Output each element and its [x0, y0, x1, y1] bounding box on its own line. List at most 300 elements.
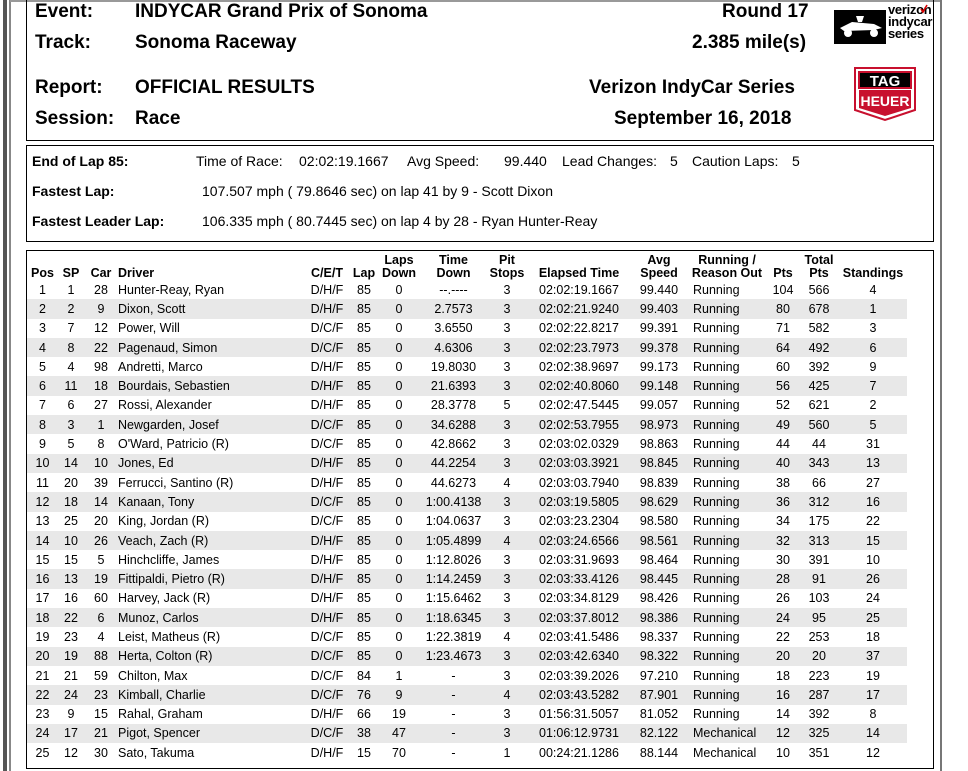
cell-sp: 12: [64, 745, 78, 760]
cell-lap: 85: [357, 282, 371, 297]
table-row: [27, 724, 907, 743]
cell-time-down: 1:14.2459: [420, 569, 487, 588]
cell-avg-speed: 97.210: [639, 668, 679, 683]
cell-time-down: 1:18.6345: [420, 608, 487, 627]
cell-time-down: 1:22.3819: [425, 629, 482, 644]
cell-elapsed: 02:02:38.9697: [539, 359, 619, 374]
cell-pos: 23: [35, 707, 50, 722]
cell-pit-stops: 3: [487, 299, 527, 318]
cell-pit-stops: 3: [503, 591, 511, 606]
cell-status: Running: [687, 299, 767, 318]
cell-status: Running: [693, 398, 740, 413]
cell-pts: 28: [767, 569, 799, 588]
table-row: [27, 492, 907, 511]
col-total-line2: Pts: [809, 266, 829, 280]
table-row: [27, 743, 907, 762]
cell-avg-speed: 88.144: [639, 745, 679, 760]
cell-cet: D/H/F: [310, 745, 344, 760]
cell-driver: Rahal, Graham: [118, 707, 203, 722]
time-of-race: 02:02:19.1667: [299, 153, 389, 169]
cell-pts: 34: [776, 514, 790, 529]
cell-cet: D/H/F: [304, 531, 350, 550]
cell-time-down: -: [420, 724, 487, 743]
cell-standings: 5: [839, 415, 907, 434]
cell-standings: 7: [839, 376, 907, 395]
cell-pit-stops: 3: [503, 514, 511, 529]
cell-total-pts: 351: [808, 745, 830, 760]
col-driver: Driver: [118, 266, 155, 280]
cell-driver: Chilton, Max: [118, 668, 188, 683]
tag-heuer-logo: [853, 66, 917, 122]
cell-car: 21: [84, 724, 118, 743]
cell-avg-speed: 98.322: [631, 647, 687, 666]
session-label: Session:: [35, 108, 115, 129]
cell-pos: 8: [27, 415, 58, 434]
cell-car: 4: [97, 629, 105, 644]
cell-standings: 8: [869, 707, 877, 722]
cell-driver: Kanaan, Tony: [118, 492, 304, 511]
cell-pit-stops: 3: [487, 492, 527, 511]
cell-elapsed: 02:02:22.8217: [539, 321, 619, 336]
cell-elapsed: 02:03:03.3921: [527, 454, 631, 473]
col-sp: SP: [62, 266, 80, 280]
table-row: [27, 627, 907, 646]
cell-elapsed: 00:24:21.1286: [539, 745, 619, 760]
cell-car: 8: [97, 437, 105, 452]
cell-standings: 13: [839, 454, 907, 473]
track-distance: 2.385 mile(s): [692, 32, 807, 53]
table-row: [27, 473, 907, 492]
cell-time-down: 2.7573: [420, 299, 487, 318]
cell-pos: 25: [35, 745, 50, 760]
col-time-down-line2: Down: [436, 266, 471, 280]
cell-lap: 85: [357, 591, 371, 606]
cell-sp: 15: [64, 552, 78, 567]
cell-car: 22: [84, 338, 118, 357]
cell-sp: 6: [67, 398, 75, 413]
cell-avg-speed: 82.122: [631, 724, 687, 743]
cell-pit-stops: 4: [503, 475, 511, 490]
cell-elapsed: 01:06:12.9731: [527, 724, 631, 743]
cell-total-pts: 621: [808, 398, 830, 413]
cell-laps-down: 9: [378, 685, 420, 704]
col-time-down-line1: Time: [439, 253, 468, 267]
cell-laps-down: 0: [378, 608, 420, 627]
cell-pts: 12: [767, 724, 799, 743]
cell-driver: Leist, Matheus (R): [118, 629, 221, 644]
cell-sp: 3: [58, 415, 84, 434]
cell-avg-speed: 98.426: [639, 591, 679, 606]
cell-lap: 85: [350, 299, 378, 318]
cell-standings: 6: [839, 338, 907, 357]
cell-pit-stops: 3: [503, 668, 511, 683]
cell-standings: 22: [866, 514, 880, 529]
cell-time-down: 1:23.4673: [420, 647, 487, 666]
cell-car: 6: [84, 608, 118, 627]
cell-pos: 1: [39, 282, 46, 297]
table-row: [27, 666, 907, 685]
cell-car: 15: [94, 707, 108, 722]
cell-elapsed: 02:03:41.5486: [539, 629, 619, 644]
col-laps-down-line2: Down: [381, 266, 417, 280]
cell-sp: 21: [64, 668, 78, 683]
cell-standings: 10: [866, 552, 880, 567]
cell-time-down: 34.6288: [420, 415, 487, 434]
cell-driver: Hinchcliffe, James: [118, 552, 220, 567]
table-row: [27, 299, 907, 318]
cell-pos: 7: [39, 398, 46, 413]
cell-pit-stops: 3: [487, 724, 527, 743]
cell-lap: 85: [357, 629, 371, 644]
cell-standings: 16: [839, 492, 907, 511]
cell-car: 12: [94, 321, 108, 336]
cell-pts: 71: [776, 321, 790, 336]
cell-car: 26: [84, 531, 118, 550]
cell-status: Running: [693, 282, 740, 297]
cell-pts: 38: [776, 475, 790, 490]
cell-laps-down: 19: [392, 707, 406, 722]
tag-heuer-shield-icon: [853, 66, 917, 122]
cell-laps-down: 0: [395, 359, 403, 374]
cell-avg-speed: 98.629: [631, 492, 687, 511]
cell-driver: Bourdais, Sebastien: [118, 376, 304, 395]
col-elapsed: Elapsed Time: [538, 266, 620, 280]
cell-avg-speed: 87.901: [631, 685, 687, 704]
col-cet: C/E/T: [311, 266, 343, 280]
cell-driver: King, Jordan (R): [118, 514, 210, 529]
cell-driver: Dixon, Scott: [118, 299, 304, 318]
verizon-check-icon: [920, 4, 928, 14]
cell-total-pts: 66: [812, 475, 826, 490]
cell-total-pts: 20: [799, 647, 839, 666]
cell-status: Running: [687, 376, 767, 395]
cell-lap: 38: [350, 724, 378, 743]
cell-cet: D/H/F: [304, 376, 350, 395]
lead-changes-label: Lead Changes:: [562, 153, 657, 169]
cell-status: Running: [693, 707, 740, 722]
cell-cet: D/H/F: [310, 359, 344, 374]
cell-pos: 14: [27, 531, 58, 550]
cell-car: 9: [84, 299, 118, 318]
cell-time-down: 1:15.6462: [425, 591, 482, 606]
cell-car: 23: [84, 685, 118, 704]
cell-status: Running: [687, 338, 767, 357]
cell-pit-stops: 3: [487, 569, 527, 588]
cell-total-pts: 343: [799, 454, 839, 473]
cell-cet: D/C/F: [310, 514, 344, 529]
cell-lap: 85: [350, 608, 378, 627]
cell-laps-down: 0: [395, 282, 403, 297]
cell-laps-down: 0: [395, 475, 403, 490]
cell-driver: Newgarden, Josef: [118, 415, 304, 434]
col-time-down: [420, 252, 487, 280]
cell-lap: 85: [357, 321, 371, 336]
table-row: [27, 319, 907, 338]
cell-sp: 2: [58, 299, 84, 318]
cell-lap: 85: [350, 454, 378, 473]
cell-status: Running: [693, 629, 740, 644]
cell-lap: 85: [350, 531, 378, 550]
col-pts: Pts: [773, 266, 793, 280]
cell-avg-speed: 98.561: [631, 531, 687, 550]
caution-laps: 5: [792, 153, 800, 169]
cell-pos: 9: [39, 437, 46, 452]
cell-cet: D/C/F: [304, 492, 350, 511]
page-border-right: [940, 0, 942, 771]
cell-pos: 5: [39, 359, 46, 374]
cell-avg-speed: 98.386: [631, 608, 687, 627]
table-row: [27, 415, 907, 434]
cell-car: 10: [84, 454, 118, 473]
cell-cet: D/H/F: [310, 591, 344, 606]
fastest-lap: 107.507 mph ( 79.8646 sec) on lap 41 by 9 - Scott Dixon: [202, 183, 553, 199]
cell-time-down: 44.6273: [430, 475, 477, 490]
cell-elapsed: 02:02:53.7955: [527, 415, 631, 434]
page-border-left-inner: [9, 0, 11, 771]
cell-cet: D/C/F: [304, 415, 350, 434]
cell-cet: D/H/F: [310, 282, 344, 297]
track-name: Sonoma Raceway: [135, 32, 297, 53]
cell-cet: D/H/F: [304, 454, 350, 473]
cell-pit-stops: 3: [503, 321, 511, 336]
cell-time-down: 1:12.8026: [425, 552, 482, 567]
cell-lap: 76: [350, 685, 378, 704]
cell-total-pts: 391: [808, 552, 830, 567]
cell-driver: Pigot, Spencer: [118, 724, 304, 743]
cell-cet: D/H/F: [310, 398, 344, 413]
cell-lap: 85: [350, 647, 378, 666]
cell-pos: 12: [27, 492, 58, 511]
table-row: [27, 376, 907, 395]
cell-total-pts: 560: [799, 415, 839, 434]
cell-avg-speed: 98.580: [639, 514, 679, 529]
cell-driver: Jones, Ed: [118, 454, 304, 473]
cell-pos: 10: [27, 454, 58, 473]
cell-elapsed: 02:03:33.4126: [527, 569, 631, 588]
cell-laps-down: 0: [395, 514, 403, 529]
cell-pit-stops: 3: [487, 454, 527, 473]
cell-time-down: 28.3778: [430, 398, 477, 413]
cell-standings: 37: [839, 647, 907, 666]
cell-pts: 30: [776, 552, 790, 567]
cell-total-pts: 312: [799, 492, 839, 511]
cell-total-pts: 325: [799, 724, 839, 743]
col-laps-down-line1: Laps: [384, 253, 414, 267]
cell-elapsed: 02:02:21.9240: [527, 299, 631, 318]
cell-status: Running: [687, 492, 767, 511]
cell-avg-speed: 98.863: [639, 437, 679, 452]
caution-laps-label: Caution Laps:: [692, 153, 779, 169]
cell-pos: 16: [27, 569, 58, 588]
cell-car: 14: [84, 492, 118, 511]
cell-pts: 40: [767, 454, 799, 473]
cell-driver: Herta, Colton (R): [118, 647, 304, 666]
cell-cet: D/H/F: [310, 707, 344, 722]
cell-elapsed: 02:03:19.5805: [527, 492, 631, 511]
cell-total-pts: 253: [808, 629, 830, 644]
cell-status: Running: [693, 668, 740, 683]
table-row: [27, 705, 907, 724]
cell-status: Running: [693, 591, 740, 606]
col-avg-line1: Avg: [647, 253, 671, 267]
cell-time-down: 1:00.4138: [420, 492, 487, 511]
round: Round 17: [722, 1, 809, 22]
cell-elapsed: 02:03:42.6340: [527, 647, 631, 666]
cell-pos: 20: [27, 647, 58, 666]
cell-status: Mechanical: [693, 745, 757, 760]
fastest-lap-label: Fastest Lap:: [32, 183, 115, 199]
table-row: [27, 647, 907, 666]
cell-pos: 22: [27, 685, 58, 704]
cell-driver: Rossi, Alexander: [118, 398, 212, 413]
cell-avg-speed: 98.845: [631, 454, 687, 473]
cell-elapsed: 02:03:37.8012: [527, 608, 631, 627]
cell-avg-speed: 81.052: [639, 707, 679, 722]
col-running-line2: Reason Out: [691, 266, 763, 280]
cell-time-down: 1:05.4899: [420, 531, 487, 550]
cell-avg-speed: 99.057: [639, 398, 679, 413]
table-row: [27, 569, 907, 588]
cell-total-pts: 175: [808, 514, 830, 529]
cell-standings: 1: [839, 299, 907, 318]
cell-time-down: --.----: [439, 282, 468, 297]
cell-car: 59: [94, 668, 108, 683]
cell-elapsed: 02:03:03.7940: [539, 475, 619, 490]
cell-pit-stops: 3: [503, 282, 511, 297]
cell-standings: 26: [839, 569, 907, 588]
cell-status: Running: [687, 647, 767, 666]
cell-lap: 85: [350, 376, 378, 395]
cell-elapsed: 02:03:23.2304: [539, 514, 619, 529]
cell-elapsed: 02:02:19.1667: [539, 282, 619, 297]
table-row: [27, 396, 907, 415]
cell-lap: 85: [350, 415, 378, 434]
cell-sp: 14: [58, 454, 84, 473]
cell-standings: 25: [839, 608, 907, 627]
cell-status: Running: [693, 475, 740, 490]
col-pit-line2: Stops: [489, 266, 525, 280]
cell-pts: 14: [776, 707, 790, 722]
cell-time-down: 1:04.0637: [425, 514, 482, 529]
col-running-line1: Running /: [698, 253, 756, 267]
cell-car: 28: [94, 282, 108, 297]
cell-pts: 26: [776, 591, 790, 606]
cell-lap: 85: [357, 437, 371, 452]
cell-total-pts: 95: [799, 608, 839, 627]
cell-total-pts: 44: [812, 437, 826, 452]
table-row: [27, 531, 907, 550]
cell-laps-down: 0: [395, 437, 403, 452]
cell-pit-stops: 5: [503, 398, 511, 413]
col-lap: Lap: [352, 266, 376, 280]
cell-elapsed: 02:03:24.6566: [527, 531, 631, 550]
cell-pit-stops: 3: [503, 707, 511, 722]
cell-elapsed: 02:02:47.5445: [539, 398, 619, 413]
cell-standings: 17: [839, 685, 907, 704]
event-name: INDYCAR Grand Prix of Sonoma: [135, 1, 428, 22]
track-label: Track:: [35, 32, 91, 53]
cell-total-pts: 425: [799, 376, 839, 395]
report-label: Report:: [35, 77, 103, 98]
col-running: [687, 252, 767, 280]
cell-car: 98: [94, 359, 108, 374]
cell-total-pts: 313: [799, 531, 839, 550]
cell-driver: Veach, Zach (R): [118, 531, 304, 550]
cell-pos: 17: [35, 591, 50, 606]
cell-pts: 44: [776, 437, 790, 452]
cell-standings: 4: [869, 282, 877, 297]
cell-pos: 19: [35, 629, 50, 644]
cell-elapsed: 02:03:31.9693: [539, 552, 619, 567]
cell-driver: Ferrucci, Santino (R): [118, 475, 234, 490]
cell-standings: 19: [866, 668, 880, 683]
avg-speed-label: Avg Speed:: [407, 153, 480, 169]
cell-status: Running: [687, 454, 767, 473]
cell-sp: 13: [58, 569, 84, 588]
verizon-indycar-logo: [832, 2, 933, 46]
cell-total-pts: 287: [799, 685, 839, 704]
time-of-race-label: Time of Race:: [196, 153, 283, 169]
cell-lap: 85: [357, 475, 371, 490]
cell-sp: 8: [58, 338, 84, 357]
cell-laps-down: 0: [378, 454, 420, 473]
tag-word: TAG: [869, 73, 901, 90]
cell-standings: 14: [839, 724, 907, 743]
cell-elapsed: 02:02:23.7973: [527, 338, 631, 357]
cell-car: 30: [94, 745, 108, 760]
cell-driver: Sato, Takuma: [118, 745, 195, 760]
cell-car: 20: [94, 514, 108, 529]
col-standings: Standings: [842, 266, 904, 280]
cell-avg-speed: 98.973: [631, 415, 687, 434]
results-header-row: [27, 252, 907, 280]
cell-pos: 24: [27, 724, 58, 743]
cell-elapsed: 02:03:43.5282: [527, 685, 631, 704]
cell-status: Running: [693, 552, 740, 567]
cell-pit-stops: 4: [487, 685, 527, 704]
cell-cet: D/H/F: [310, 475, 344, 490]
cell-sp: 9: [67, 707, 75, 722]
cell-pos: 2: [27, 299, 58, 318]
table-row: [27, 357, 907, 376]
cell-pts: 104: [772, 282, 794, 297]
cell-total-pts: 103: [808, 591, 830, 606]
cell-pts: 60: [776, 359, 790, 374]
cell-elapsed: 02:03:39.2026: [539, 668, 619, 683]
cell-pos: 15: [35, 552, 50, 567]
cell-sp: 11: [58, 376, 84, 395]
cell-pts: 22: [776, 629, 790, 644]
cell-laps-down: 0: [378, 338, 420, 357]
cell-cet: D/H/F: [304, 299, 350, 318]
cell-car: 60: [94, 591, 108, 606]
cell-lap: 85: [357, 514, 371, 529]
cell-cet: D/C/F: [304, 724, 350, 743]
cell-standings: 18: [866, 629, 880, 644]
cell-standings: 27: [866, 475, 880, 490]
cell-time-down: -: [451, 745, 456, 760]
cell-avg-speed: 98.445: [631, 569, 687, 588]
cell-driver: Power, Will: [118, 321, 180, 336]
cell-pos: 6: [27, 376, 58, 395]
cell-pts: 36: [767, 492, 799, 511]
cell-time-down: -: [420, 685, 487, 704]
cell-pit-stops: 3: [487, 338, 527, 357]
cell-pts: 16: [767, 685, 799, 704]
cell-car: 88: [84, 647, 118, 666]
cell-laps-down: 0: [378, 492, 420, 511]
col-total-line1: Total: [804, 253, 834, 267]
